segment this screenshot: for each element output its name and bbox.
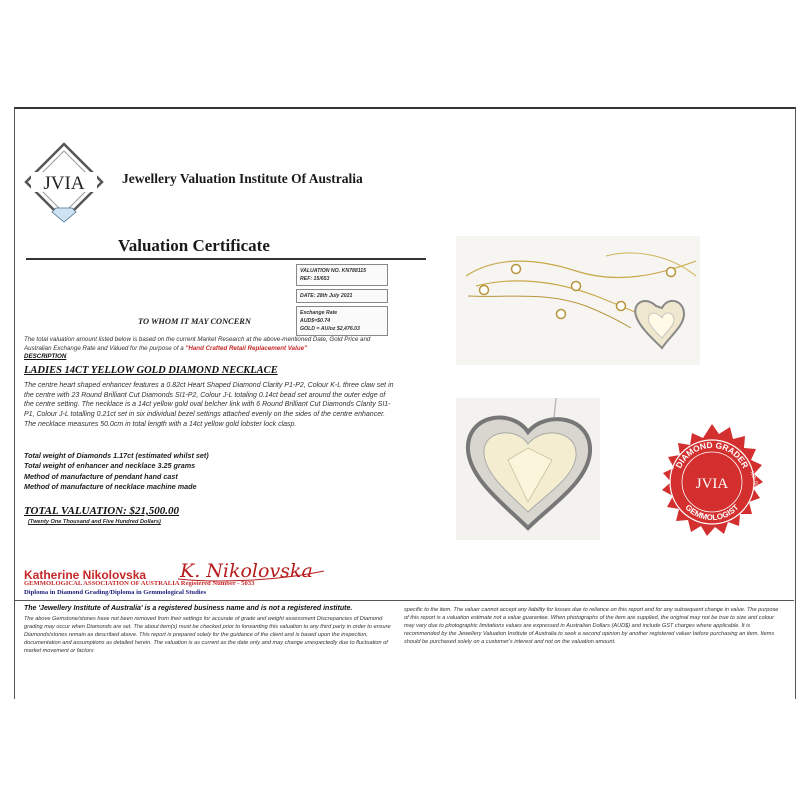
total-valuation-words: (Twenty One Thousand and Five Hundred Dollars) (28, 519, 161, 525)
signature-text: K. Nikolovska (180, 560, 313, 582)
gem-icon (52, 208, 76, 222)
valuation-number: VALUATION NO. KN788115 (300, 268, 367, 274)
pendant-closeup-photo (456, 398, 600, 540)
weight-line: Method of manufacture of necklace machine made (24, 482, 197, 492)
exchange-rate-label: Exchange Rate (300, 310, 338, 316)
bezel-diamond-icon (557, 310, 566, 319)
footer-divider (14, 600, 794, 601)
measurement-text: The necklace measures 50.0cm in total length with a 14ct yellow gold lobster lock clasp. (24, 420, 297, 428)
seal-bottom-text: GEMMOLOGIST (683, 502, 741, 523)
disclaimer-right: specific to the item. The valuer cannot accept any liability for losses due to reliance on this report and for any subsequent change in value. The purpose of this report is a valuation estimate not a value guarantee. When photographs of the item are supplied, the original may not be true to size and colour may vary due to photographic limitations values are expressed in Australian Dollars (AUD$) and include GST charges where applicable. It is recommended by the Jewellery Valuation Institute of Australia to seek a second opinion by another registered valuer before purchasing an item. Items should be purchased solely on a customer's interest and not on the valuation amount. (404, 607, 779, 646)
weight-line: Method of manufacture of pendant hand cast (24, 471, 178, 481)
exchange-rate-aud: AUD$=$0.74 (300, 318, 331, 324)
exchange-rate-gold: GOLD = AU/oz $2,476.03 (300, 326, 360, 332)
seal-center-text: JVIA (695, 476, 729, 492)
diploma-line: Diploma in Diamond Grading/Diploma in Gemmological Studies (24, 589, 207, 596)
bezel-diamond-icon (667, 268, 676, 277)
weight-line: Total weight of enhancer and necklace 3.25 grams (24, 461, 196, 471)
intro-paragraph (24, 336, 396, 362)
item-description (24, 381, 396, 430)
weights-list (24, 451, 384, 493)
valuation-date: DATE: 28th July 2021 (300, 293, 353, 299)
valuation-number-box (296, 264, 388, 286)
reference-box (296, 264, 388, 339)
valuation-purpose: "Hand Crafted Retail Replacement Value" (185, 344, 307, 352)
seal-side-text: NO: 5033 (748, 470, 762, 493)
logo-text: JVIA (43, 173, 85, 194)
association-line: GEMMOLOGICAL ASSOCIATION OF AUSTRALIA Registered Number - 5033 (24, 580, 255, 587)
description-label: DESCRIPTION (24, 353, 67, 361)
weight-line: Total weight of Diamonds 1.17ct (estimated whilst set) (24, 451, 209, 460)
reference-number: REF: 15/653 (300, 276, 330, 282)
institute-name: Jewellery Valuation Institute Of Australia (122, 171, 363, 186)
disclaimer-title: The 'Jewellery Institute of Australia' is a registered business name and is not a registered institute. (24, 605, 353, 612)
item-title: LADIES 14CT YELLOW GOLD DIAMOND NECKLACE (24, 365, 278, 376)
title-divider (26, 258, 426, 260)
intro-text: The total valuation amount listed below is based on the current Market Research at the above-mentioned Date, Gold Price and Australian Exchange Rate and Valued for the purpose of a (24, 336, 371, 352)
bezel-diamond-icon (617, 302, 626, 311)
date-box (296, 289, 388, 303)
valuer-name: Katherine Nikolovska (24, 568, 147, 582)
description-text: The centre heart shaped enhancer features a 0.82ct Heart Shaped Diamond Clarity P1-P2, Colour K-L three claw set in the centre with 23 Round Brilliant Cut Diamonds SI1-P2, Colour J-L totaling 0.14ct bead set around the outer edge of the centre setting. The necklace is a 14ct yellow gold oval belcher link with 6 Round Brilliant Cut Diamonds Clarity SI1-P1, Colour J-L totalling 0.21ct set in six individual bezel settings attached evenly on the sides of the centre enhancer. (24, 382, 394, 419)
salutation: TO WHOM IT MAY CONCERN (138, 317, 251, 326)
frame-tick (14, 688, 15, 698)
bezel-diamond-icon (512, 265, 521, 274)
gemmologist-seal (648, 422, 776, 550)
jvia-logo (22, 140, 106, 224)
disclaimer-left: The above Gemstone/stones have not been removed from their settings for accurate of grade and weight assessment Discrepancies of Diamond grading may occur when Diamonds are set. The about item(s) must be checked prior to forwarding this valuation to any third party in order to ensure Diamonds/stones remain as described above. This report is prepared solely for the guidance of the client and is based upon the inspection, documentation and assumptions as detailed herein. The valuation is as current as the date only and may change unexpectedly due to fluctuation of market movement or factors (24, 616, 391, 655)
exchange-rate-box (296, 306, 388, 336)
total-valuation: TOTAL VALUATION: $21,500.00 (24, 505, 180, 517)
bezel-diamond-icon (572, 282, 581, 291)
seal-top-text: DIAMOND GRADER (673, 439, 751, 470)
certificate-title: Valuation Certificate (118, 236, 270, 255)
bezel-diamond-icon (480, 286, 489, 295)
necklace-photo (456, 236, 700, 365)
